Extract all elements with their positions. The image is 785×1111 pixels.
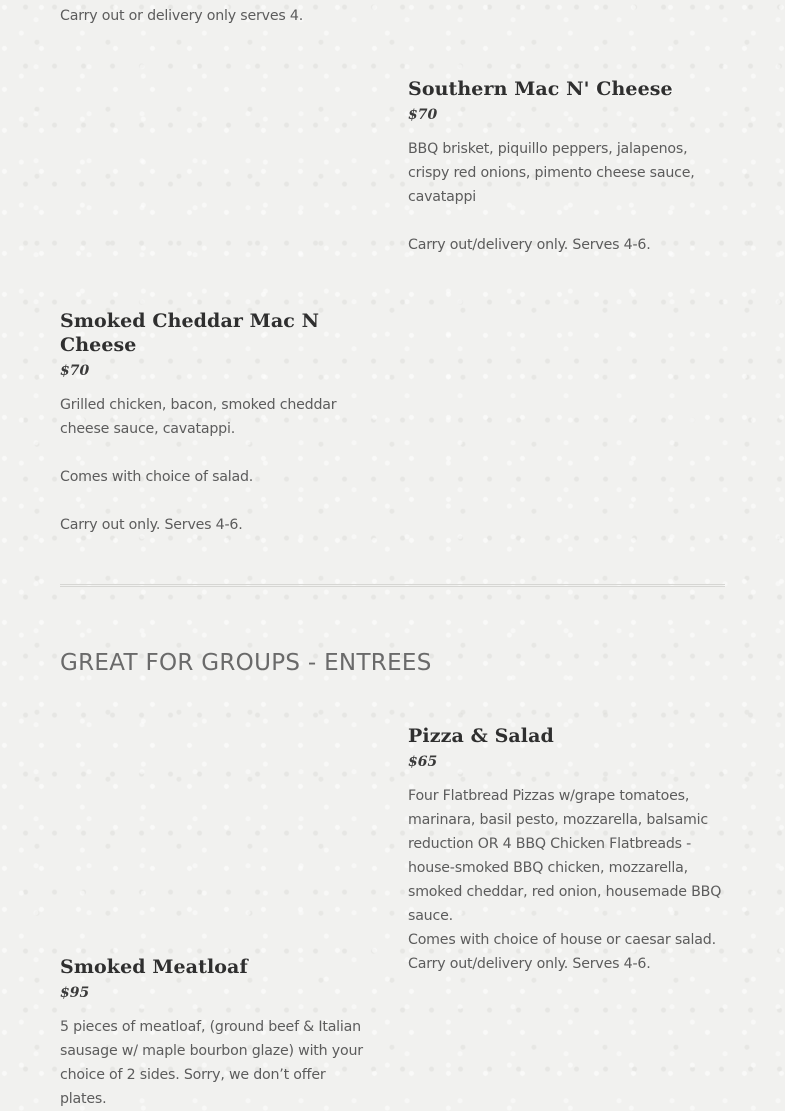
item-note: Carry out/delivery only. Serves 4-6. <box>408 237 651 253</box>
item-price: $70 <box>408 107 438 123</box>
section-divider <box>60 584 725 587</box>
item-salad-note: Comes with choice of house or caesar salad. <box>408 932 716 948</box>
menu-item-smoked-cheddar-mac <box>60 309 370 537</box>
item-description: Grilled chicken, bacon, smoked cheddar cheese sauce, cavatappi. <box>60 397 337 437</box>
item-description: Four Flatbread Pizzas w/grape tomatoes, marinara, basil pesto, mozzarella, balsamic reduction OR 4 BBQ Chicken Flatbreads - house-smoked BBQ chicken, mozzarella, smoked cheddar, red onion, housemade BBQ sauce. <box>408 788 722 924</box>
item-salad-note: Comes with choice of salad. <box>60 469 254 485</box>
item-title: Pizza & Salad <box>408 725 554 747</box>
item-note: Carry out/delivery only. Serves 4-6. <box>408 956 651 972</box>
item-title: Southern Mac N' Cheese <box>408 78 673 100</box>
item-title: Smoked Meatloaf <box>60 956 248 978</box>
item-note: Carry out only. Serves 4-6. <box>60 517 243 533</box>
item-title: Smoked Cheddar Mac N Cheese <box>60 310 320 356</box>
item-price: $65 <box>408 754 438 770</box>
menu-item-smoked-meatloaf <box>60 955 370 1111</box>
item-price: $70 <box>60 363 90 379</box>
section-title: GREAT FOR GROUPS - ENTREES <box>60 650 432 676</box>
carry-out-note: Carry out or delivery only serves 4. <box>60 8 304 24</box>
menu-item-pizza-salad <box>408 724 723 976</box>
item-price: $95 <box>60 985 90 1001</box>
item-description: 5 pieces of meatloaf, (ground beef & Italian sausage w/ maple bourbon glaze) with your choice of 2 sides. Sorry, we don’t offer plates. <box>60 1019 363 1107</box>
item-description: BBQ brisket, piquillo peppers, jalapenos, crispy red onions, pimento cheese sauce, cavatappi <box>408 141 695 205</box>
menu-item-southern-mac <box>408 77 728 257</box>
